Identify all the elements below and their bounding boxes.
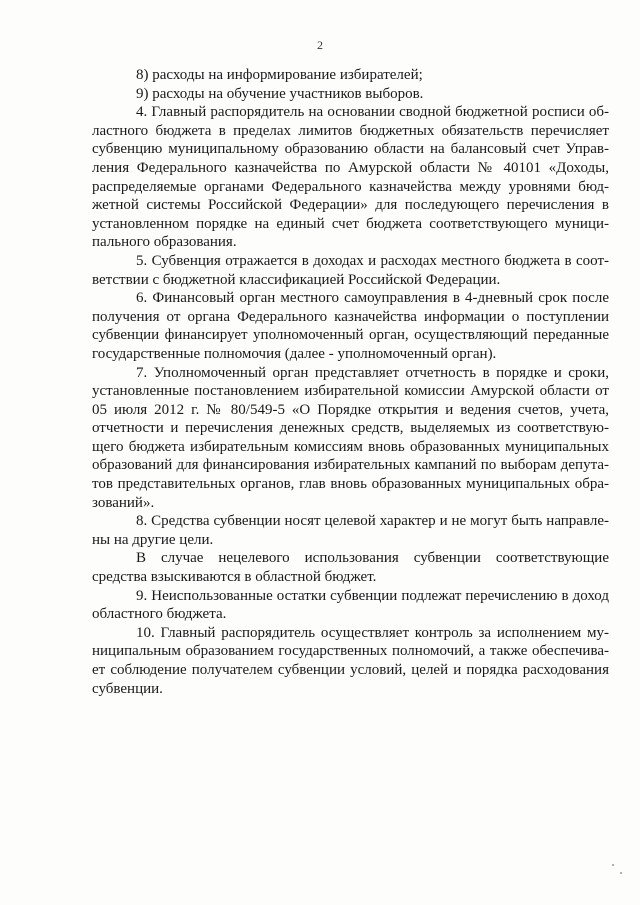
scan-speck <box>612 864 614 866</box>
paragraph-7: 7. Уполномоченный орган представляет отчетность в порядке и сроки, установленные постановлением избирательной комиссии Амурской области от 05 июля 2012 г. № 80/549-5 «О Порядке открытия и ведения счетов, учета, отчетности и перечисления денежных средств, выделяемых из соответствующего бюджета избирательным комиссиям вновь образованных муниципальных образований для финансирования избирательных кампаний по выборам депутатов представительных органов, глав вновь образованных муниципальных образований». <box>92 364 609 511</box>
paragraph-8: 8. Средства субвенции носят целевой характер и не могут быть направлены на другие цели. <box>92 513 609 548</box>
paragraph-item-9: 9) расходы на обучение участников выборов. <box>136 85 424 102</box>
paragraph-item-8: 8) расходы на информирование избирателей; <box>136 67 423 83</box>
paragraph-5: 5. Субвенция отражается в доходах и расходах местного бюджета в соответствии с бюджетной классификацией Российской Федерации. <box>92 252 609 288</box>
paragraph-6: 6. Финансовый орган местного самоуправления в 4-дневный срок после получения от органа Федерального казначейства информации о поступлении субвенции финансирует уполномоченный орган, осуществляющий переданные государственные полномочия (далее - уполномоченный орган). <box>92 290 609 362</box>
paragraph-4: 4. Главный распорядитель на основании сводной бюджетной росписи областного бюджета в пределах лимитов бюджетных обязательств перечисляет субвенцию муниципальному образованию области на балансовый счет Управления Федерального казначейства по Амурской области № 40101 «Доходы, распределяемые органами Федерального казначейства между уровнями бюджетной системы Российской Федерации» для последующего перечисления в установленном порядке на единый счет бюджета соответствующего муниципального образования. <box>92 104 609 251</box>
paragraph-8-misuse: В случае нецелевого использования субвенции соответствующие средства взыскиваются в областной бюджет. <box>92 550 609 586</box>
page-number: 2 <box>317 38 323 52</box>
paragraph-9: 9. Неиспользованные остатки субвенции подлежат перечислению в доход областного бюджета. <box>92 587 609 623</box>
document-body <box>92 66 609 698</box>
paragraph-10: 10. Главный распорядитель осуществляет контроль за исполнением муниципальным образованием государственных полномочий, а также обеспечивает соблюдение получателем субвенции условий, целей и порядка расходования субвенции. <box>92 624 609 697</box>
scan-speck <box>620 872 622 874</box>
